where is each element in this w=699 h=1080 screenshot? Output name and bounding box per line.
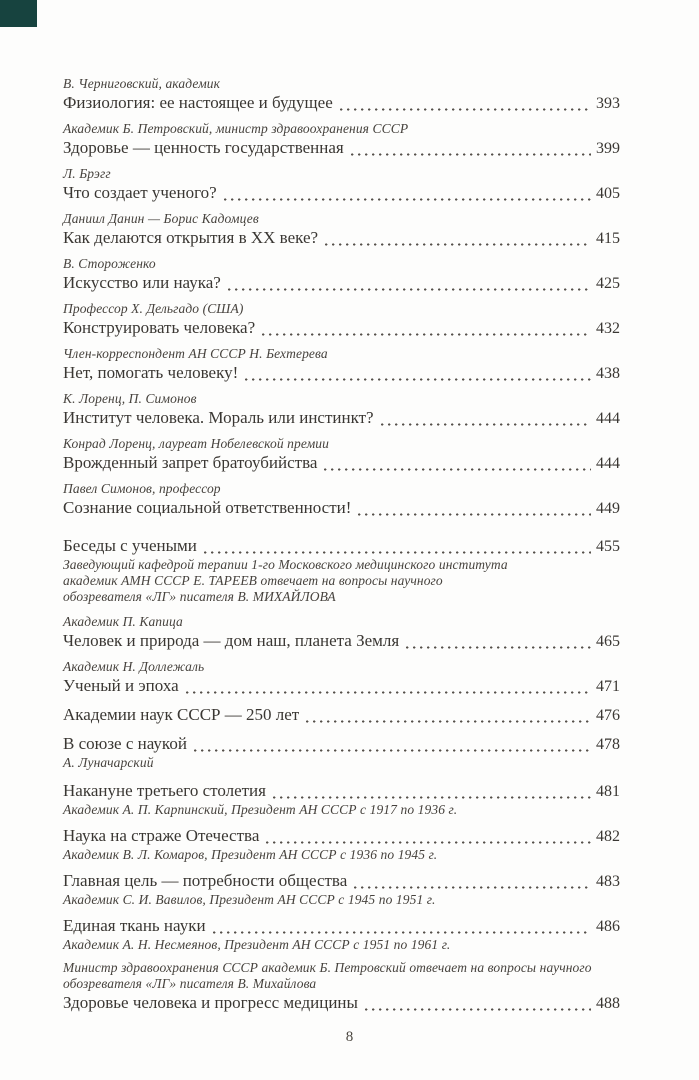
entry-note-line: Заведующий кафедрой терапии 1-го Московского медицинского института [63,557,508,572]
toc-entry [63,659,620,697]
entry-title-row [63,272,620,294]
entry-title: Ученый и эпоха [63,676,179,695]
dot-leader [186,691,591,694]
dot-leader [266,841,591,844]
entry-note-line: Академик С. И. Вавилов, Президент АН СССР с 1945 по 1951 г. [63,892,436,907]
entry-title: Академии наук СССР — 250 лет [63,705,300,724]
dot-leader [354,886,591,889]
dot-leader [204,551,591,554]
entry-author: Член-корреспондент АН СССР Н. Бехтерева [63,346,328,361]
entry-author: Конрад Лоренц, лауреат Нобелевской премии [63,436,330,451]
toc-entry [63,166,620,204]
entry-page-number: 478 [596,736,620,753]
dot-leader [324,468,591,471]
entry-page-number: 481 [596,783,620,800]
entry-title: Главная цель — потребности общества [63,871,348,890]
entry-page-number: 449 [596,500,620,517]
entry-author: Даниил Данин — Борис Кадомцев [63,211,259,226]
entry-title-row [63,137,620,159]
entry-title-row [63,92,620,114]
entry-page-number: 455 [596,538,620,555]
entry-page-number: 438 [596,365,620,382]
dot-leader [306,720,591,723]
entry-title-row [63,497,620,519]
dot-leader [224,198,591,201]
entry-title: Как делаются открытия в XX веке? [63,228,319,247]
entry-note-line: Академик А. Н. Несмеянов, Президент АН СССР с 1951 по 1961 г. [63,937,451,952]
page-footer [0,1029,699,1046]
toc-entry [63,391,620,429]
entry-author: Академик Б. Петровский, министр здравоохранения СССР [63,121,409,136]
dot-leader [228,288,591,291]
folio-number: 8 [345,1029,354,1045]
entry-title-row [63,362,620,384]
entry-title-row [63,227,620,249]
entry-title: Врожденный запрет братоубийства [63,453,318,472]
entry-note-line: Академик А. П. Карпинский, Президент АН СССР с 1917 по 1936 г. [63,802,458,817]
entry-title-row [63,452,620,474]
toc-entry [63,704,620,726]
entry-author: Павел Симонов, профессор [63,481,221,496]
entry-title: Человек и природа — дом наш, планета Земля [63,631,400,650]
entry-page-number: 425 [596,275,620,292]
dot-leader [358,513,591,516]
entry-page-number: 432 [596,320,620,337]
dot-leader [340,108,591,111]
entry-page-number: 476 [596,707,620,724]
toc-entry [63,915,620,953]
toc-entry [63,780,620,818]
entry-title: В союзе с наукой [63,734,187,753]
entry-title-row [63,733,620,755]
entry-author: Профессор Х. Дельгадо (США) [63,301,244,316]
dot-leader [245,378,591,381]
entry-page-number: 488 [596,995,620,1012]
entry-title-row [63,780,620,802]
entry-title-row [63,915,620,937]
entry-title: Здоровье человека и прогресс медицины [63,993,358,1012]
entry-title: Здоровье — ценность государственная [63,138,344,157]
dot-leader [262,333,591,336]
entry-author: Академик П. Капица [63,614,183,629]
entry-title: Нет, помогать человеку! [63,363,239,382]
entry-author: В. Черниговский, академик [63,76,221,91]
entry-page-number: 486 [596,918,620,935]
entry-note-line: обозревателя «ЛГ» писателя В. Михайлова [63,976,317,991]
toc-entry [63,76,620,114]
entry-title: Искусство или наука? [63,273,221,292]
entry-page-number: 399 [596,140,620,157]
toc-entry [63,733,620,771]
toc-entry [63,211,620,249]
entry-page-number: 444 [596,410,620,427]
toc-entry [63,960,620,1014]
entry-title: Что создает ученого? [63,183,217,202]
entry-title: Физиология: ее настоящее и будущее [63,93,333,112]
entry-title-row [63,870,620,892]
entry-page-number: 483 [596,873,620,890]
dot-leader [273,796,591,799]
dot-leader [351,153,591,156]
entry-page-number: 405 [596,185,620,202]
table-of-contents [63,76,620,1021]
entry-author: Академик Н. Доллежаль [63,659,205,674]
entry-title-row [63,535,620,557]
entry-title: Беседы с учеными [63,536,197,555]
toc-entry [63,614,620,652]
entry-author: В. Стороженко [63,256,156,271]
entry-title-row [63,317,620,339]
entry-title-row [63,704,620,726]
dot-leader [365,1008,591,1011]
entry-page-number: 415 [596,230,620,247]
entry-title-row [63,630,620,652]
entry-title: Сознание социальной ответственности! [63,498,352,517]
toc-entry-conversations [63,535,620,605]
dot-leader [381,423,591,426]
entry-page-number: 465 [596,633,620,650]
dot-leader [325,243,591,246]
toc-entry [63,481,620,519]
toc-entry [63,256,620,294]
toc-entry [63,436,620,474]
entry-note-line: А. Луначарский [63,755,154,770]
entry-title-row [63,182,620,204]
entry-page-number: 393 [596,95,620,112]
entry-title: Единая ткань науки [63,916,206,935]
toc-entry [63,825,620,863]
entry-page-number: 471 [596,678,620,695]
entry-author: К. Лоренц, П. Симонов [63,391,197,406]
entry-page-number: 482 [596,828,620,845]
entry-title: Накануне третьего столетия [63,781,266,800]
entry-note-line: Академик В. Л. Комаров, Президент АН СССР с 1936 по 1945 г. [63,847,438,862]
dot-leader [406,646,591,649]
entry-note-line: академик АМН СССР Е. ТАРЕЕВ отвечает на вопросы научного [63,573,443,588]
toc-entry [63,121,620,159]
dot-leader [194,749,591,752]
entry-title: Наука на страже Отечества [63,826,260,845]
entry-note-line: обозревателя «ЛГ» писателя В. МИХАЙЛОВА [63,589,336,604]
entry-title-row [63,825,620,847]
entry-note-line: Министр здравоохранения СССР академик Б. Петровский отвечает на вопросы научного [63,960,592,975]
entry-title: Конструировать человека? [63,318,256,337]
toc-entry [63,346,620,384]
entry-title-row [63,407,620,429]
book-cover-corner [0,0,37,27]
entry-title-row [63,675,620,697]
dot-leader [213,931,591,934]
entry-title-row [63,992,620,1014]
entry-page-number: 444 [596,455,620,472]
toc-entry [63,301,620,339]
entry-author: Л. Брэгг [63,166,111,181]
entry-title: Институт человека. Мораль или инстинкт? [63,408,374,427]
toc-entry [63,870,620,908]
